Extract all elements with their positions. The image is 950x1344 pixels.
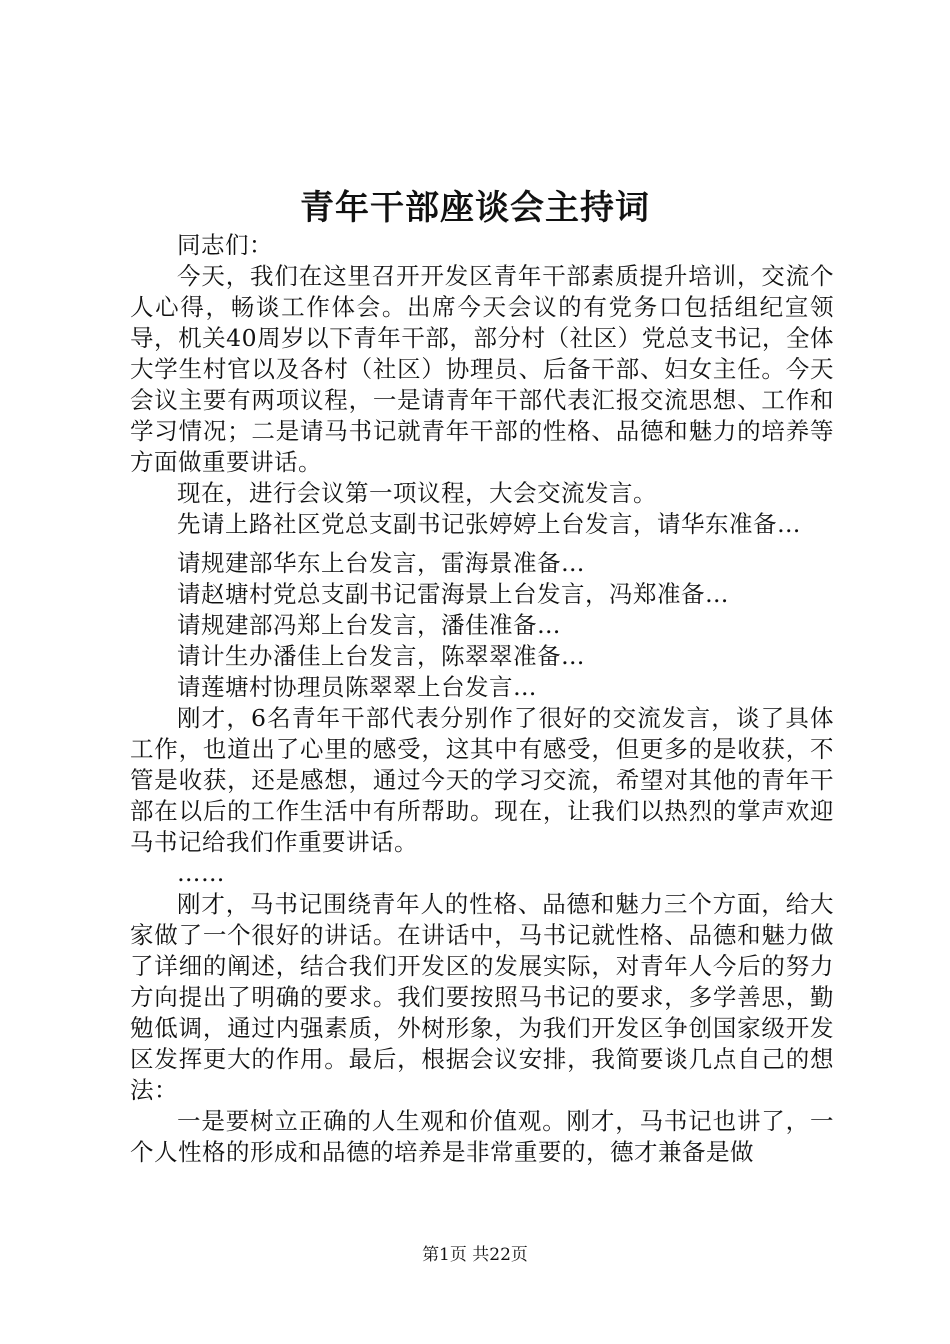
paragraph: 请规建部华东上台发言，雷海景准备…: [177, 549, 585, 577]
paragraph: 先请上路社区党总支副书记张婷婷上台发言，请华东准备…: [177, 510, 801, 538]
paragraph: 请赵塘村党总支副书记雷海景上台发言，冯郑准备…: [177, 580, 729, 608]
document-title: 青年干部座谈会主持词: [300, 188, 650, 228]
paragraph: 请莲塘村协理员陈翠翠上台发言…: [177, 673, 537, 701]
paragraph: 请计生办潘佳上台发言，陈翠翠准备…: [177, 642, 585, 670]
paragraph: 现在，进行会议第一项议程，大会交流发言。: [177, 479, 657, 507]
ellipsis-line: ……: [177, 859, 225, 887]
paragraph: 今天，我们在这里召开开发区青年干部素质提升培训，交流个人心得，畅谈工作体会。出席今天会议的有党务口包括组纪宣领导，机关40周岁以下青年干部，部分村（社区）党总支书记，全体大学生村官以及各村（社区）协理员、后备干部、妇女主任。今天会议主要有两项议程，一是请青年干部代表汇报交流思想、工作和学习情况；二是请马书记就青年干部的性格、品德和魅力的培养等方面做重要讲话。: [130, 262, 834, 476]
page-number-footer: 第1页 共22页: [422, 1245, 528, 1265]
salutation: 同志们：: [177, 231, 273, 259]
paragraph: 一是要树立正确的人生观和价值观。刚才，马书记也讲了，一个人性格的形成和品德的培养是非常重要的，德才兼备是做: [130, 1107, 834, 1166]
paragraph: 刚才，6名青年干部代表分别作了很好的交流发言，谈了具体工作，也道出了心里的感受，这其中有感受，但更多的是收获，不管是收获，还是感想，通过今天的学习交流，希望对其他的青年干部在以后的工作生活中有所帮助。现在，让我们以热烈的掌声欢迎马书记给我们作重要讲话。: [130, 704, 834, 856]
paragraph: 刚才，马书记围绕青年人的性格、品德和魅力三个方面，给大家做了一个很好的讲话。在讲话中，马书记就性格、品德和魅力做了详细的阐述，结合我们开发区的发展实际，对青年人今后的努力方向提出了明确的要求。我们要按照马书记的要求，多学善思，勤勉低调，通过内强素质，外树形象，为我们开发区争创国家级开发区发挥更大的作用。最后，根据会议安排，我简要谈几点自己的想法：: [130, 890, 834, 1104]
document-body: [130, 230, 834, 1168]
paragraph: 请规建部冯郑上台发言，潘佳准备…: [177, 611, 561, 639]
